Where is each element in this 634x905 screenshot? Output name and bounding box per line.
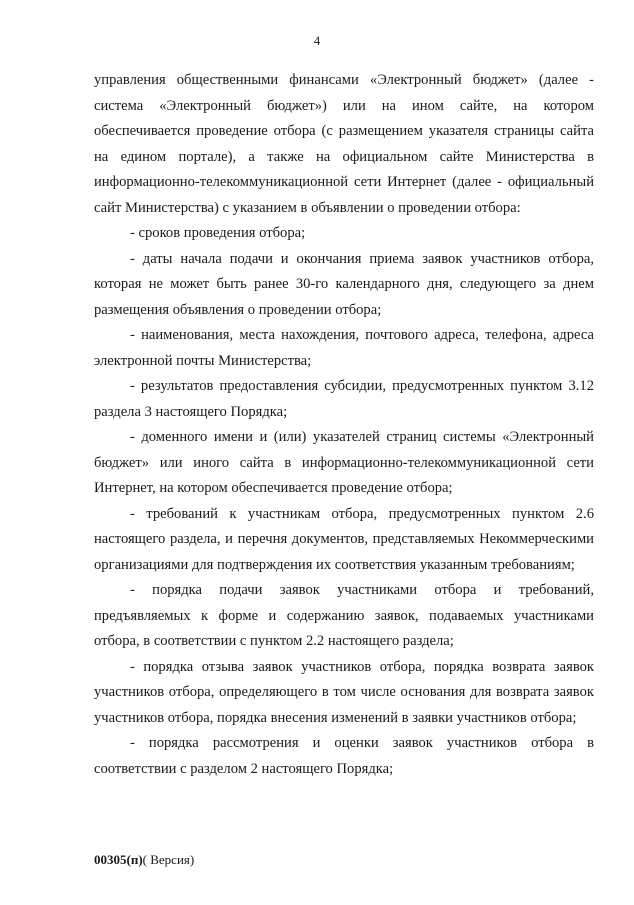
document-footer bbox=[94, 852, 194, 868]
list-item: - наименования, места нахождения, почтового адреса, телефона, адреса электронной почты Министерства; bbox=[94, 327, 594, 369]
document-body bbox=[94, 68, 594, 782]
list-item: - результатов предоставления субсидии, предусмотренных пунктом 3.12 раздела 3 настоящего Порядка; bbox=[94, 378, 594, 420]
list-item: - сроков проведения отбора; bbox=[130, 225, 306, 241]
list-item: - порядка рассмотрения и оценки заявок участников отбора в соответствии с разделом 2 настоящего Порядка; bbox=[94, 735, 594, 777]
list-item: - доменного имени и (или) указателей страниц системы «Электронный бюджет» или иного сайта в информационно-телекоммуникационной сети Интернет, на котором обеспечивается проведение отбора; bbox=[94, 429, 594, 496]
list-item: - порядка подачи заявок участниками отбора и требований, предъявляемых к форме и содержанию заявок, подаваемых участниками отбора, в соответствии с пунктом 2.2 настоящего раздела; bbox=[94, 582, 594, 649]
document-version: ( Версия) bbox=[142, 852, 195, 867]
paragraph: управления общественными финансами «Электронный бюджет» (далее - система «Электронный бюджет») или на ином сайте, на котором обеспечивается проведение отбора (с размещением указателя страницы сайта на едином портале), а также на официальном сайте Министерства в информационно-телекоммуникационной сети Интернет (далее - официальный сайт Министерства) с указанием в объявлении о проведении отбора: bbox=[94, 72, 594, 216]
list-item: - требований к участникам отбора, предусмотренных пунктом 2.6 настоящего раздела, и перечня документов, представляемых Некоммерческими организациями для подтверждения их соответствия указанным требованиям; bbox=[94, 505, 594, 573]
list-item: - даты начала подачи и окончания приема заявок участников отбора, которая не может быть ранее 30-го календарного дня, следующего за днем размещения объявления о проведении отбора; bbox=[94, 250, 594, 318]
page-number: 4 bbox=[313, 33, 321, 48]
document-code: 00305(п) bbox=[94, 852, 143, 867]
list-item: - порядка отзыва заявок участников отбора, порядка возврата заявок участников отбора, определяющего в том числе основания для возврата заявок участников отбора, порядка внесения изменений в заявки участников отбора; bbox=[94, 658, 594, 726]
